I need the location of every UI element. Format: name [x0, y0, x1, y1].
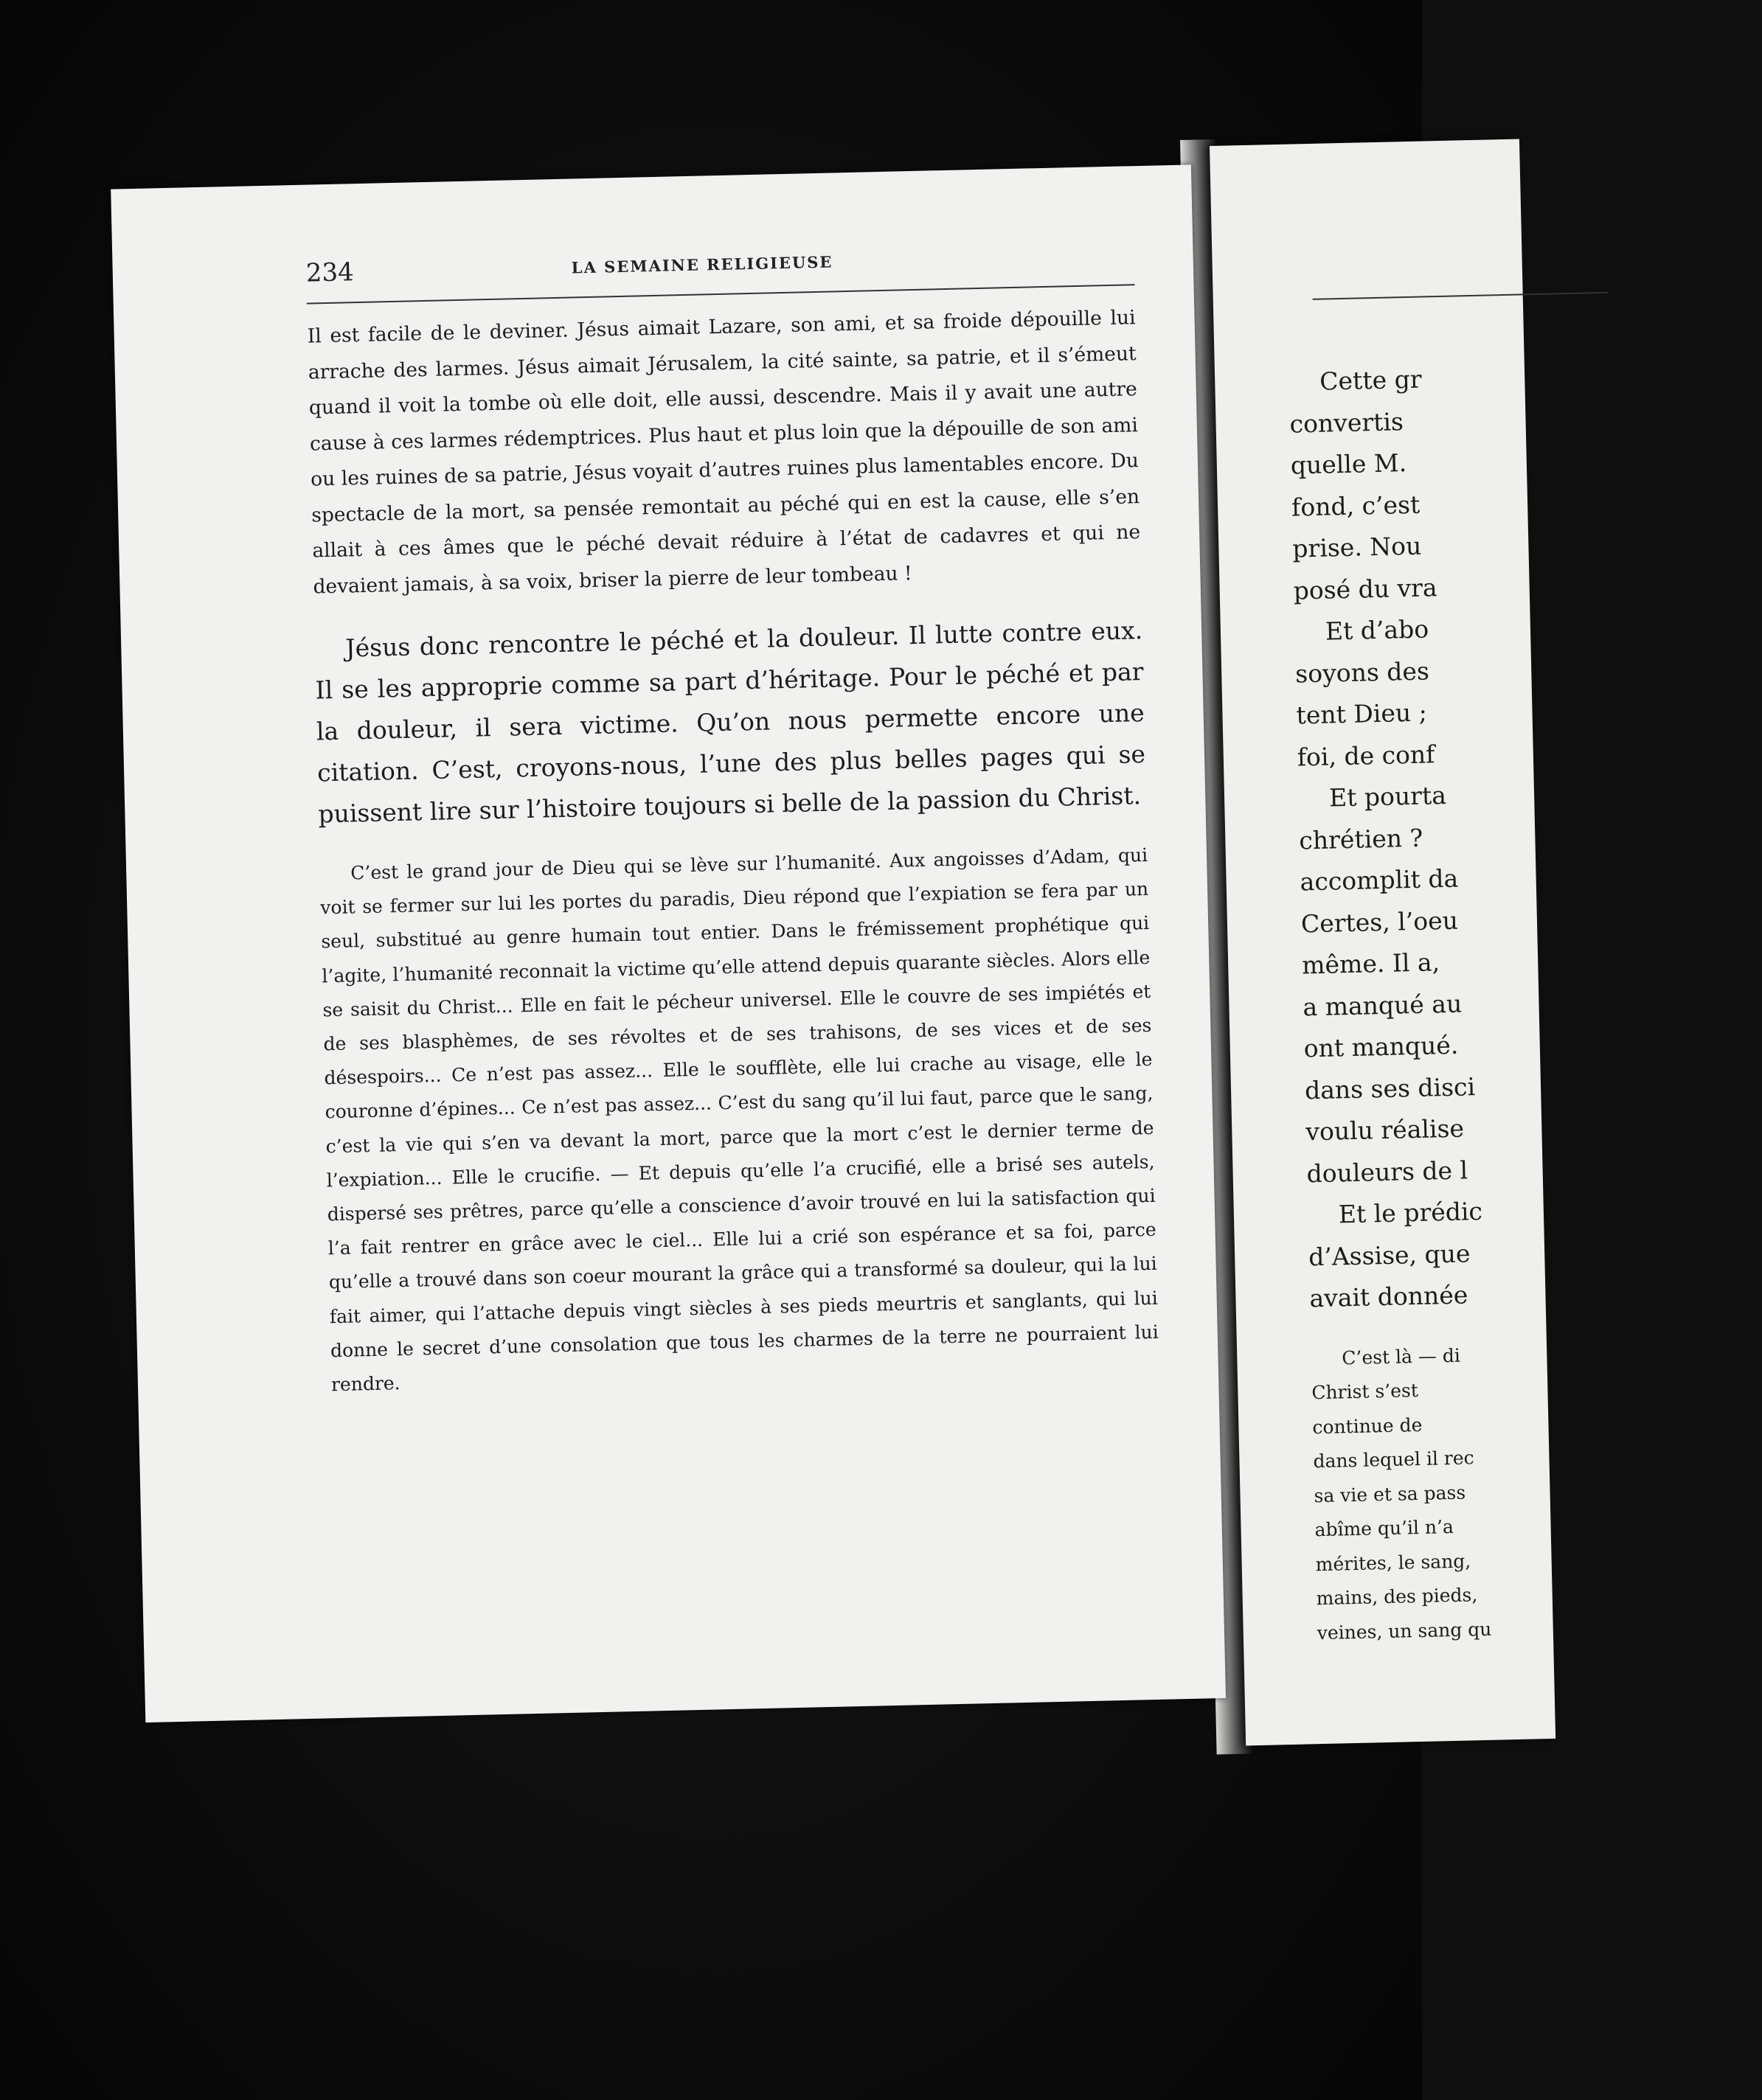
- right-line: Et pourta: [1328, 780, 1447, 813]
- right-line: convertis: [1289, 406, 1404, 439]
- running-head: [305, 239, 1164, 288]
- right-line: Et le prédic: [1338, 1196, 1483, 1229]
- right-citation-line: continue de: [1312, 1414, 1423, 1438]
- right-line: Et d’abo: [1325, 614, 1429, 646]
- right-line: d’Assise, que: [1308, 1238, 1471, 1271]
- right-line: foi, de conf: [1297, 739, 1435, 772]
- right-citation-line: dans lequel il rec: [1313, 1447, 1474, 1473]
- right-header-rule: [1313, 292, 1608, 300]
- right-line: même. Il a,: [1301, 948, 1440, 980]
- right-line: fond, c’est: [1291, 490, 1421, 522]
- right-line: soyons des: [1294, 656, 1430, 689]
- paragraph-citation: C’est le grand jour de Dieu qui se lève sur l’humanité. Aux angoisses d’Adam, qui voit se fermer sur lui les portes du paradis, Dieu répond que l’expiation se fera par un seul, substitué au genre humain tout entier. Dans le frémissement prophétique qui l’agite, l’humanité reconnait la victime qu’elle attend depuis quarante siècles. Alors elle se saisit du Christ... Elle en fait le pécheur universel. Elle le couvre de ses impiétés et de ses blasphèmes, de ses révoltes et de ses trahisons, de ses vices et de ses désespoirs... Ce n’est pas assez... Elle le soufflète, elle lui crache au visage, elle le couronne d’épines... Ce n’est pas assez... C’est du sang qu’il lui faut, parce que le sang, c’est la vie qui s’en va devant la mort, parce que la mort c’est le dernier terme de l’expiation... Elle le crucifie. — Et depuis qu’elle l’a crucifié, elle a brisé ses autels, dispersé ses prêtres, parce qu’elle a conscience d’avoir trouvé en lui la satisfaction qui l’a fait rentrer en grâce avec le ciel... Elle lui a crié son espérance et sa foi, parce qu’elle a trouvé dans son coeur mourant la grâce qui a transformé sa douleur, qui la lui fait aimer, qui l’attache depuis vingt siècles à ses pieds meurtris et sanglants, qui lui donne le secret d’une consolation que tous les charmes de la terre ne pourraient lui rendre.: [320, 844, 1159, 1396]
- right-line: ont manqué.: [1303, 1030, 1459, 1063]
- right-line: a manqué au: [1303, 989, 1463, 1021]
- page-body: [307, 300, 1159, 1402]
- right-citation-line: C’est là — di: [1342, 1344, 1461, 1369]
- page-number: 234: [305, 257, 355, 288]
- right-citation-line: mains, des pieds,: [1316, 1584, 1478, 1610]
- running-title: LA SEMAINE RELIGIEUSE: [571, 252, 833, 277]
- right-line: accomplit da: [1300, 863, 1459, 897]
- header-rule: [307, 284, 1135, 304]
- right-line: Cette gr: [1319, 364, 1422, 396]
- right-line: quelle M.: [1290, 448, 1407, 480]
- right-line: voulu réalise: [1305, 1113, 1465, 1147]
- right-citation-block: [1311, 1332, 1760, 1650]
- right-page-text: [1288, 352, 1761, 1650]
- right-line: posé du vra: [1293, 572, 1437, 605]
- right-line: dans ses disci: [1304, 1071, 1476, 1105]
- right-page: [1210, 139, 1555, 1745]
- right-line: tent Dieu ;: [1296, 698, 1428, 730]
- right-line: Certes, l’oeu: [1300, 905, 1459, 938]
- left-page: [111, 164, 1226, 1722]
- right-line: prise. Nou: [1291, 531, 1422, 563]
- right-citation-line: abîme qu’il n’a: [1314, 1515, 1454, 1541]
- right-line: douleurs de l: [1306, 1155, 1468, 1188]
- right-line: chrétien ?: [1298, 823, 1423, 855]
- paragraph-intro: Il est facile de le deviner. Jésus aimait Lazare, son ami, et sa froide dépouille lui arrache des larmes. Jésus aimait Jérusalem, la cité sainte, sa patrie, et il s’émeut quand il voit la tombe où elle doit, elle aussi, descendre. Mais il y avait une autre cause à ces larmes rédemptrices. Plus haut et plus loin que la dépouille de son ami ou les ruines de sa patrie, Jésus voyait d’autres ruines plus lamentables encore. Du spectacle de la mort, sa pensée remontait au péché qui en est la cause, elle s’en allait à ces âmes que le péché devait réduire à l’état de cadavres et qui ne devaient jamais, à sa voix, briser la pierre de leur tombeau !: [307, 306, 1141, 599]
- right-citation-line: veines, un sang qu: [1317, 1618, 1492, 1644]
- right-citation-line: mérites, le sang,: [1315, 1549, 1471, 1575]
- right-citation-line: sa vie et sa pass: [1314, 1481, 1466, 1506]
- paragraph-main: Jésus donc rencontre le péché et la douleur. Il lutte contre eux. Il se les approprie comme sa part d’héritage. Pour le péché et par la douleur, il sera victime. Qu’on nous permette encore une citation. C’est, croyons-nous, l’une des plus belles pages qui se puissent lire sur l’histoire toujours si belle de la passion du Christ.: [315, 616, 1146, 829]
- right-citation-line: Christ s’est: [1311, 1380, 1419, 1404]
- right-line: avait donnée: [1309, 1280, 1468, 1313]
